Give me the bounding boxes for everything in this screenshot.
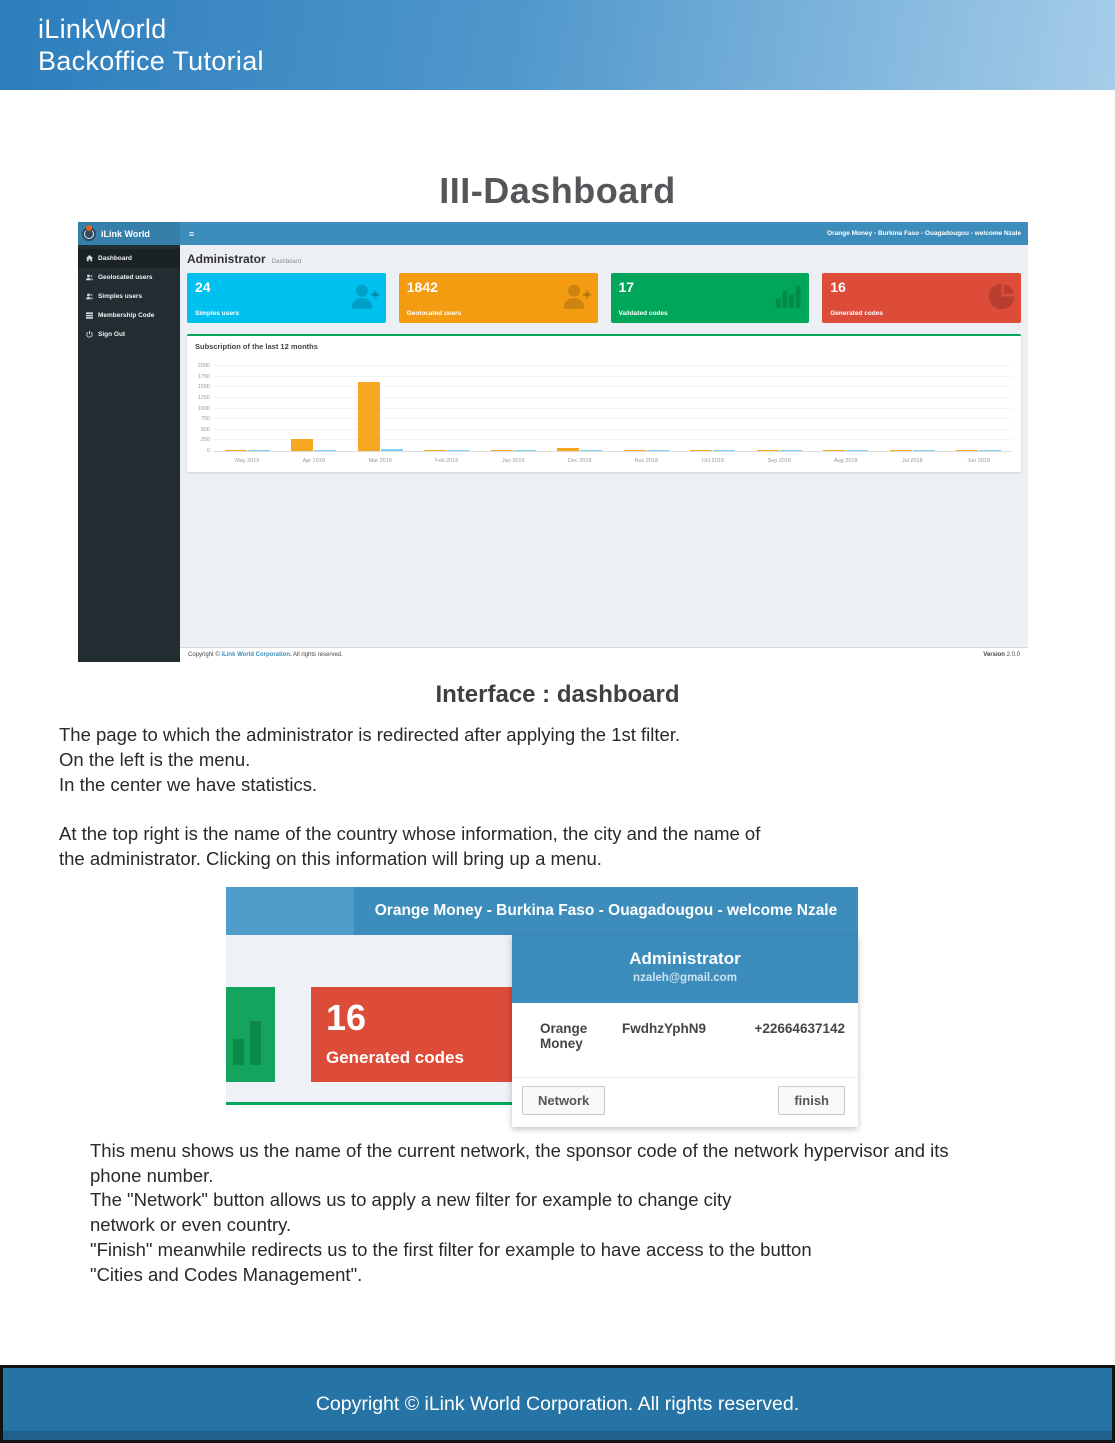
page-title: III-Dashboard xyxy=(439,170,676,211)
dashboard-navbar xyxy=(78,222,1028,245)
dropdown-title: Administrator xyxy=(629,949,741,968)
table-icon xyxy=(86,312,93,319)
users-icon xyxy=(86,293,93,300)
brand-name: iLink World xyxy=(101,228,150,239)
navbar-user-info[interactable]: Orange Money - Burkina Faso - Ouagadougou - welcome Nzale xyxy=(827,230,1021,237)
user-plus-icon xyxy=(562,283,592,309)
ilink-globe-icon xyxy=(82,227,96,241)
subscriptions-bar-chart: 0 250 500 750 1000 1250 1500 1750 2000 May 2019 Apr 2019 Mar 2019 Feb 2019 Jan 2019 Dec 2018 Nov 2018 Oct 2018 Sep 2018 Aug 2018 Jul 2018 Jun 2018 xyxy=(214,366,1012,452)
page-footer-text: Copyright © iLink World Corporation. All rights reserved. xyxy=(315,1392,800,1415)
chart-title: Subscription of the last 12 months xyxy=(195,342,318,351)
users-icon xyxy=(86,274,93,281)
navbar-left-block xyxy=(226,887,354,935)
paragraph-3: This menu shows us the name of the current network, the sponsor code of the network hypervisor and its phone number. The "Network" button allows us to apply a new filter for example to change city network or even country. "Finish" meanwhile redirects us to the first filter for example to have access to the button "Cities and Codes Management". xyxy=(90,1140,949,1285)
dropdown-body xyxy=(512,1003,858,1051)
network-button[interactable]: Network xyxy=(522,1086,605,1115)
dashboard-copyright: Copyright © iLink World Corporation. All rights reserved. xyxy=(188,652,343,658)
user-plus-icon xyxy=(350,283,380,309)
navbar-user-info[interactable]: Orange Money - Burkina Faso - Ouagadougou - welcome Nzale xyxy=(374,902,838,919)
pie-chart-icon xyxy=(988,283,1015,310)
menu-navbar xyxy=(226,887,858,935)
version-info: Version 2.0.0 xyxy=(983,652,1020,658)
home-icon xyxy=(86,255,93,262)
paragraph-1: The page to which the administrator is redirected after applying the 1st filter. On the left is the menu. In the center we have statistics. xyxy=(59,724,681,795)
dropdown-email: nzaleh@gmail.com xyxy=(633,972,737,984)
content-heading-title: Administrator xyxy=(187,252,266,266)
stat-card-generated-codes: 16 Generated codes xyxy=(311,987,513,1082)
page-footer xyxy=(0,1365,1115,1443)
subscriptions-chart-panel xyxy=(187,334,1021,472)
stat-card-generated-codes: 16 Generated codes xyxy=(822,273,1021,323)
navbar-main xyxy=(180,222,1028,245)
doc-header-line1: iLinkWorld xyxy=(38,14,167,44)
ilink-corporation-link[interactable]: iLink World Corporation. xyxy=(221,652,292,658)
paragraph-2: At the top right is the name of the country whose information, the city and the name of the administrator. Clicking on this information will bring up a menu. xyxy=(59,823,761,869)
bar-chart-icon xyxy=(233,1039,244,1065)
section-subtitle: Interface : dashboard xyxy=(435,681,680,708)
sidebar-toggle-icon[interactable]: ≡ xyxy=(189,228,195,239)
bar-chart-icon xyxy=(775,283,803,308)
stat-card-validated-codes: 17 Validated codes xyxy=(611,273,810,323)
breadcrumb: Dashboard xyxy=(271,259,302,265)
sidebar-item-simples-users[interactable]: Simples users xyxy=(78,287,180,306)
sidebar xyxy=(78,245,180,662)
doc-header-line2: Backoffice Tutorial xyxy=(38,46,264,76)
phone-number: +22664637142 xyxy=(754,1021,845,1036)
dashboard-footer xyxy=(180,647,1028,662)
app-logo[interactable] xyxy=(78,222,180,245)
stat-card-simples-users: 24 Simples users xyxy=(187,273,386,323)
sidebar-item-sign-out[interactable]: Sign Out xyxy=(78,325,180,344)
sponsor-code: FwdhzYphN9 xyxy=(622,1021,706,1036)
dropdown-header xyxy=(512,935,858,1003)
network-name: Orange Money xyxy=(540,1021,588,1051)
stat-card-partial-green xyxy=(226,987,275,1082)
power-icon xyxy=(86,331,93,338)
stat-card-geolocated-users: 1842 Geolocated users xyxy=(399,273,598,323)
user-dropdown-menu xyxy=(512,935,858,1127)
dashboard-content xyxy=(180,245,1028,647)
dashboard-body xyxy=(78,245,1028,662)
dashboard-content-wrap xyxy=(180,245,1028,662)
sidebar-item-geolocated-users[interactable]: Geolocated users xyxy=(78,268,180,287)
sidebar-item-membership-code[interactable]: Membership Code xyxy=(78,306,180,325)
stat-cards-row xyxy=(187,273,1021,323)
user-menu-screenshot xyxy=(226,887,858,1128)
sidebar-item-dashboard[interactable]: Dashboard xyxy=(78,249,180,268)
content-heading xyxy=(187,252,1021,266)
dashboard-screenshot xyxy=(78,222,1028,662)
finish-button[interactable]: finish xyxy=(778,1086,845,1115)
chart-panel-top-border xyxy=(226,1102,514,1105)
bar-chart-icon xyxy=(250,1021,261,1065)
doc-header xyxy=(0,0,1115,90)
dropdown-footer xyxy=(512,1077,858,1127)
